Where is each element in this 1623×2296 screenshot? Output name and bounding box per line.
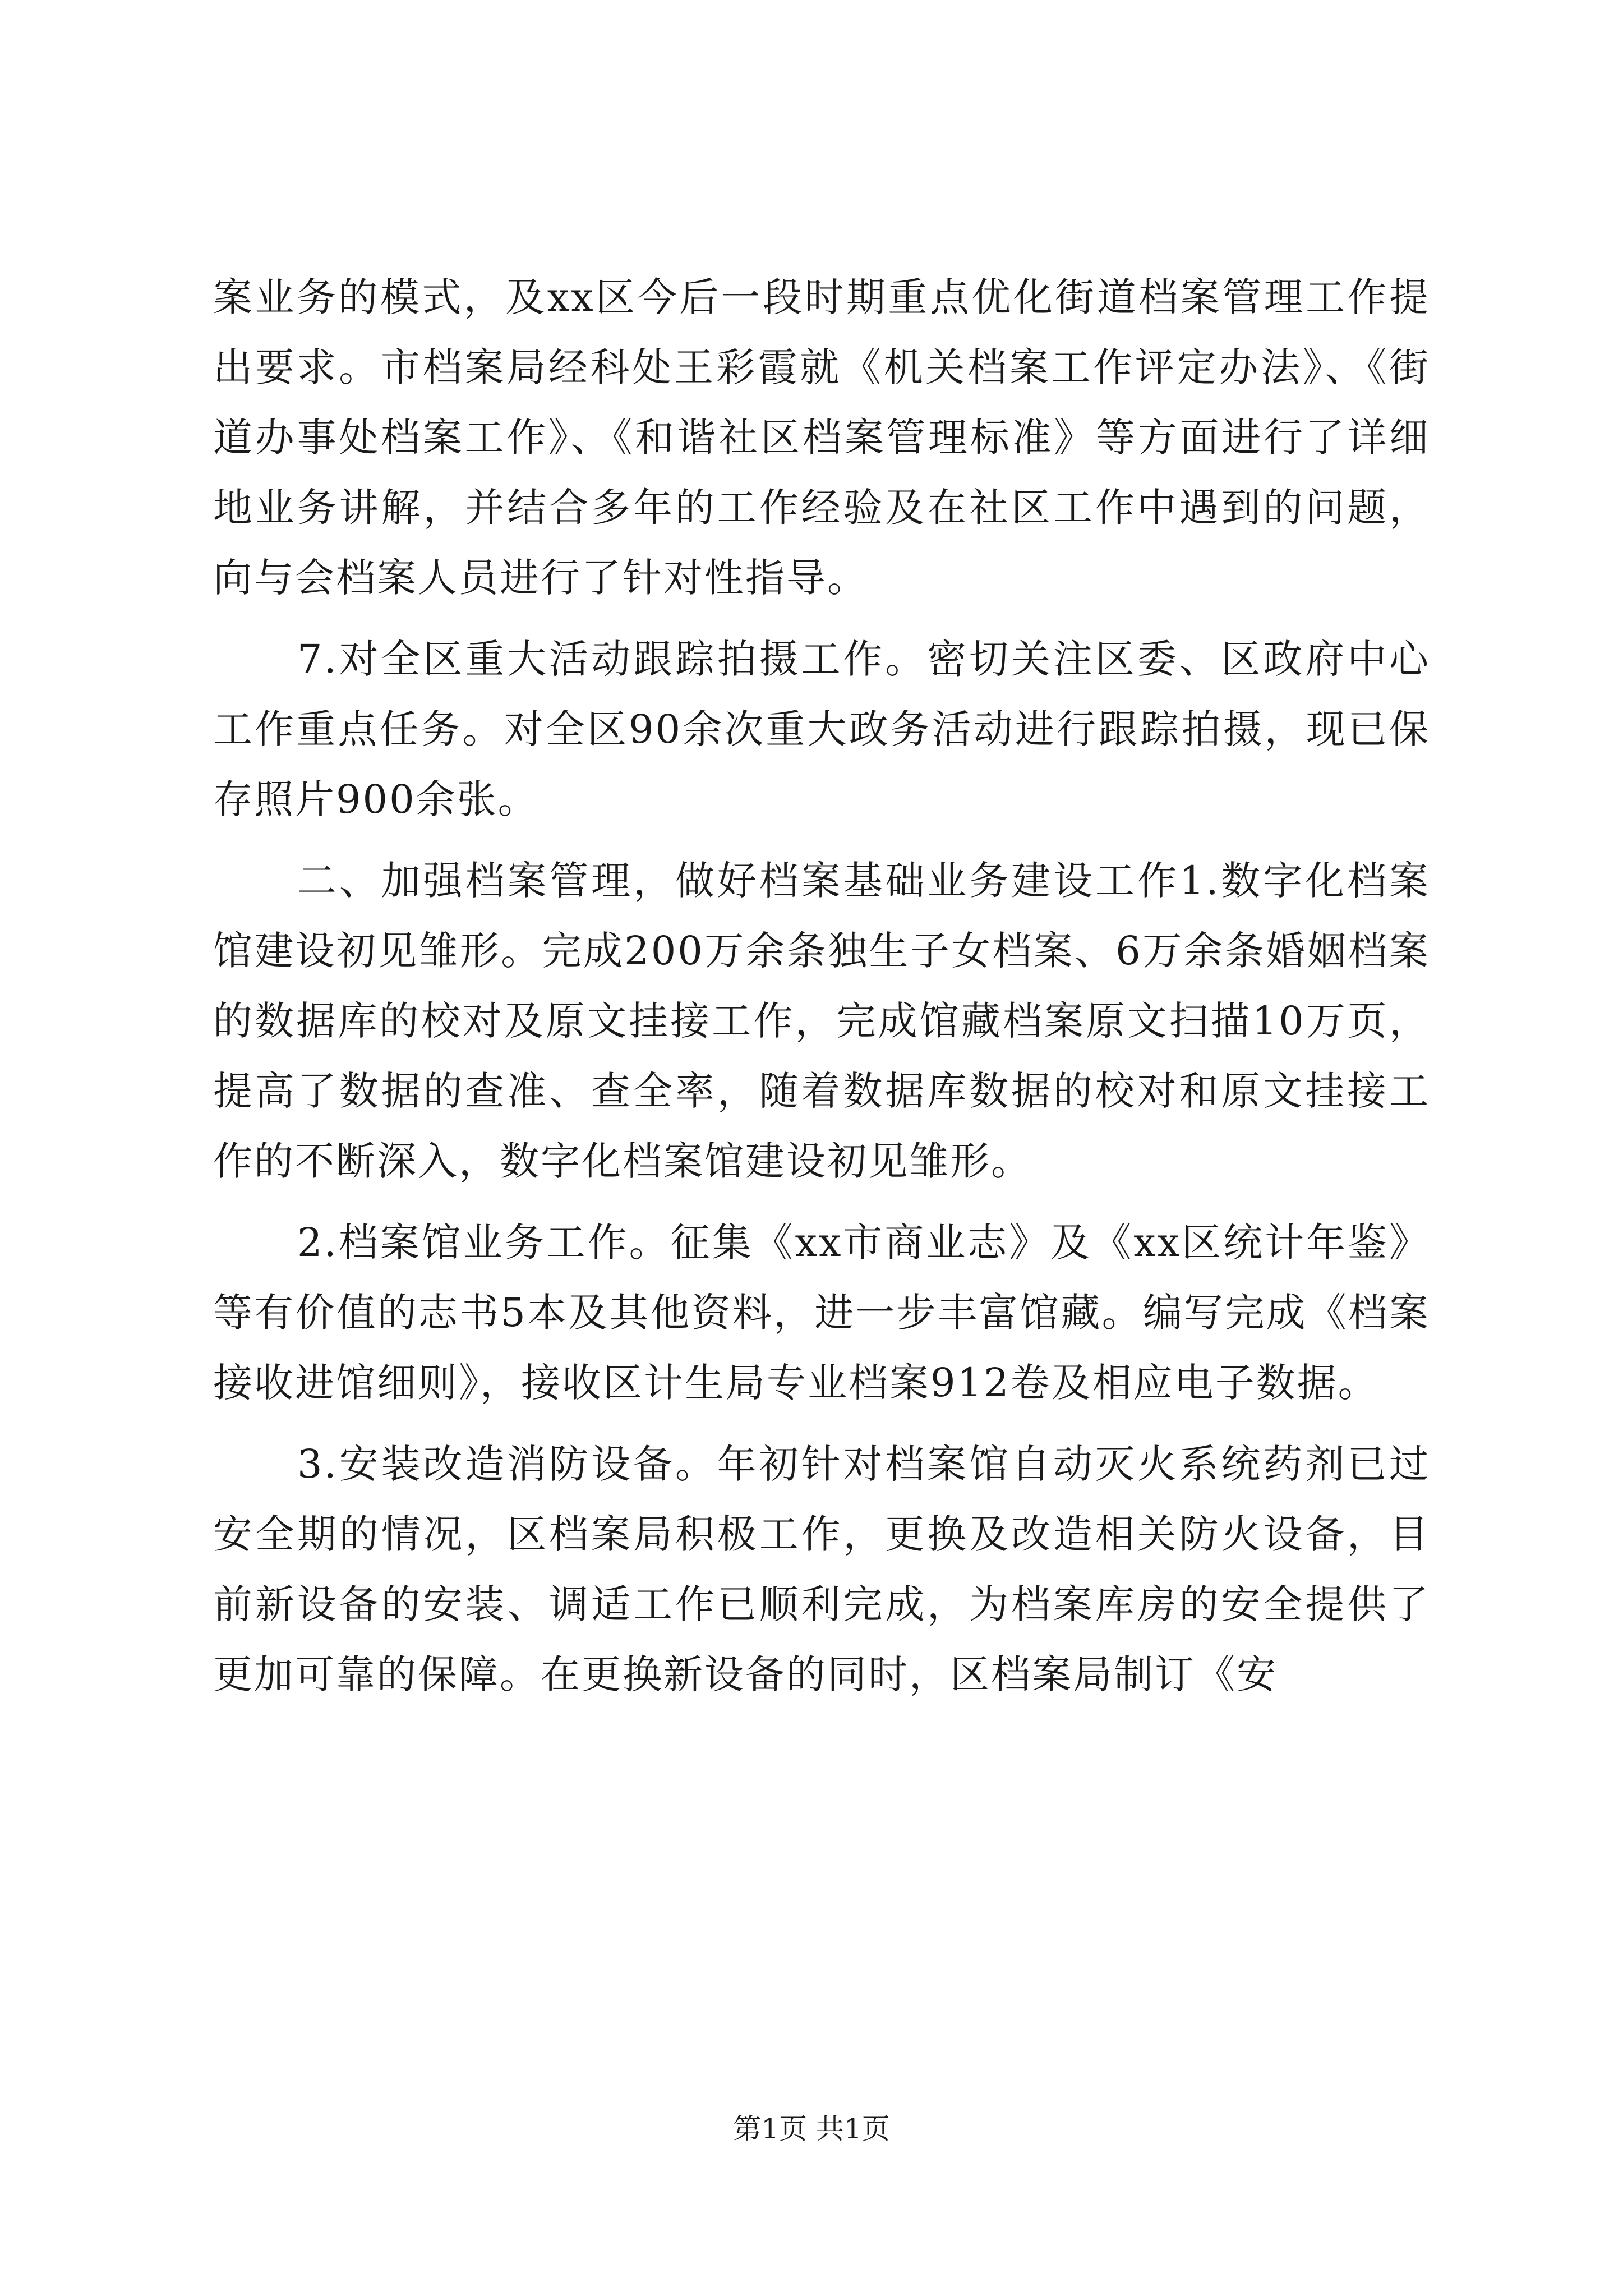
paragraph-5: 3.安装改造消防设备。年初针对档案馆自动灭火系统药剂已过安全期的情况，区档案局积极工作，更换及改造相关防火设备，目前新设备的安装、调适工作已顺利完成，为档案库房的安全提供了更加可靠的保障。在更换新设备的同时，区档案局制订《安 — [213, 1441, 1430, 1697]
page-number-label: 第1页 共1页 — [733, 2113, 890, 2145]
page-footer — [0, 2109, 1623, 2148]
paragraph-3: 二、加强档案管理，做好档案基础业务建设工作1.数字化档案馆建设初见雏形。完成200万余条独生子女档案、6万余条婚姻档案的数据库的校对及原文挂接工作，完成馆藏档案原文扫描10万页，提高了数据的查准、查全率，随着数据库数据的校对和原文挂接工作的不断深入，数字化档案馆建设初见雏形。 — [213, 858, 1430, 1184]
paragraph-1: 案业务的模式，及xx区今后一段时期重点优化街道档案管理工作提出要求。市档案局经科处王彩霞就《机关档案工作评定办法》、《街道办事处档案工作》、《和谐社区档案管理标准》等方面进行了详细地业务讲解，并结合多年的工作经验及在社区工作中遇到的问题，向与会档案人员进行了针对性指导。 — [213, 274, 1430, 601]
paragraph-2: 7.对全区重大活动跟踪拍摄工作。密切关注区委、区政府中心工作重点任务。对全区90余次重大政务活动进行跟踪拍摄，现已保存照片900余张。 — [213, 636, 1430, 822]
document-body — [213, 263, 1430, 1710]
paragraph-4: 2.档案馆业务工作。征集《xx市商业志》及《xx区统计年鉴》等有价值的志书5本及其他资料，进一步丰富馆藏。编写完成《档案接收进馆细则》，接收区计生局专业档案912卷及相应电子数据。 — [213, 1220, 1430, 1406]
